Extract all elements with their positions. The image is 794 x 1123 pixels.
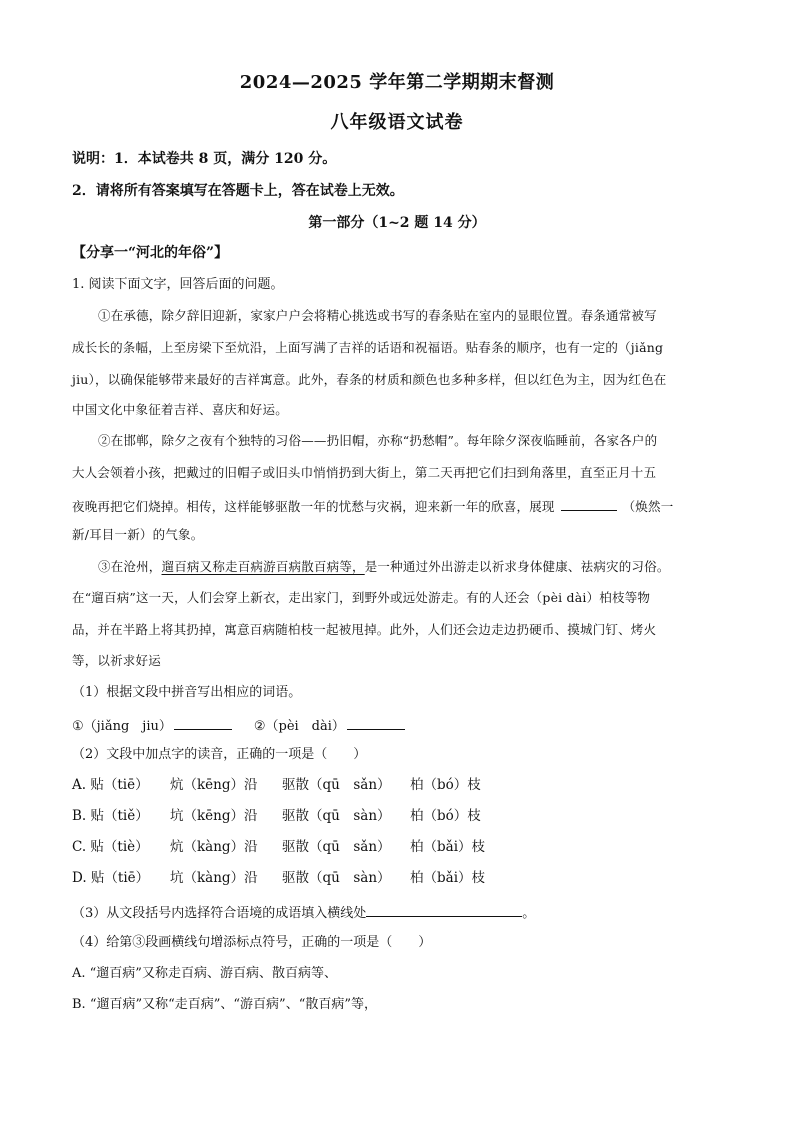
- option-b-col-3: 驱散（qū sàn）: [282, 808, 391, 824]
- para3-line-1-post: 是一种通过外出游走以祈求身体健康、祛病灾的习俗。: [364, 559, 670, 574]
- option-d-col-3: 驱散（qū sàn）: [282, 870, 391, 886]
- answer-blank-idiom: [561, 498, 617, 511]
- option-a-col-2: 炕（kēng）沿: [170, 777, 258, 793]
- sub3-question: [72, 904, 535, 920]
- para3-line-4: 等，以祈求好运: [72, 653, 161, 668]
- option-b-col-2: 坑（kēng）沿: [170, 808, 258, 824]
- para1-line-2: 成长长的条幅，上至房梁下至炕沿，上面写满了吉祥的话语和祝福语。贴春条的顺序，也有一定的（jiǎng: [72, 340, 664, 355]
- option-b-col-4: 柏（bó）枝: [410, 808, 481, 824]
- share-heading: 【分享一“河北的年俗”】: [72, 245, 229, 261]
- sub2-label: （2）文段中加点字的读音，正确的一项是（ ）: [72, 747, 367, 762]
- sub4-option-a: A. “遛百病”又称走百病、游百病、散百病等、: [72, 966, 337, 981]
- option-c-col-2: 炕（kàng）沿: [170, 839, 258, 855]
- instruction-line-1: 说明：1．本试卷共 8 页，满分 120 分。: [72, 151, 337, 167]
- sub3-answer-blank: [366, 904, 522, 917]
- para1-line-4: 中国文化中象征着吉祥、喜庆和好运。: [72, 402, 288, 417]
- sub1-blank-1: [174, 717, 232, 730]
- para2-line-2: 大人会领着小孩，把戴过的旧帽子或旧头巾悄悄扔到大街上，第二天再把它们扫到角落里，直至正月十五: [72, 465, 657, 480]
- exam-title: 2024—2025 学年第二学期期末督测: [239, 72, 555, 93]
- sub1-blank-2: [347, 717, 405, 730]
- para2-line-3-after: （焕然一: [622, 499, 674, 514]
- sub4-option-b: B. “遛百病”又称“走百病”、“游百病”、“散百病”等，: [72, 997, 377, 1012]
- para1-line-1: ①在承德，除夕辞旧迎新，家家户户会将精心挑选或书写的春条贴在室内的显眼位置。春条通常被写: [98, 308, 657, 323]
- option-d-col-2: 坑（kàng）沿: [170, 870, 258, 886]
- para2-line-1: ②在邯郸，除夕之夜有个独特的习俗——扔旧帽，亦称“扔愁帽”。每年除夕深夜临睡前，各家各户的: [98, 433, 658, 448]
- para3-line-1-pre: ③在沧州，: [98, 559, 162, 574]
- option-c-col-1: C. 贴（tiè）: [72, 839, 149, 855]
- sub1-item-1: ①（jiǎng jiu）: [72, 719, 172, 734]
- exam-subtitle: 八年级语文试卷: [330, 112, 464, 133]
- option-a-col-3: 驱散（qū sǎn）: [282, 777, 391, 793]
- para2-line-3-text: 夜晚再把它们烧掉。相传，这样能够驱散一年的忧愁与灾祸，迎来新一年的欣喜，展现: [72, 499, 555, 514]
- sub3-end: 。: [522, 906, 536, 921]
- option-c-col-3: 驱散（qū sǎn）: [282, 839, 391, 855]
- para2-line-3: [72, 498, 673, 514]
- option-d-col-1: D. 贴（tiē）: [72, 870, 150, 886]
- para3-line-3: 品，并在半路上将其扔掉，寓意百病随柏枝一起被甩掉。此外，人们还会边走边扔硬币、摸城门钉、烤火: [72, 622, 657, 637]
- option-a-col-1: A. 贴（tiē）: [72, 777, 149, 793]
- instruction-line-2: 2．请将所有答案填写在答题卡上，答在试卷上无效。: [72, 183, 404, 199]
- para2-line-4: 新/耳目一新）的气象。: [72, 527, 204, 542]
- option-c-col-4: 柏（bǎi）枝: [410, 839, 486, 855]
- sub4-label: （4）给第③段画横线句增添标点符号，正确的一项是（ ）: [72, 935, 432, 950]
- question-1-prompt: 1. 阅读下面文字，回答后面的问题。: [72, 277, 284, 292]
- para3-underlined-sentence: 遛百病又称走百病游百病散百病等，: [161, 559, 365, 574]
- option-d-col-4: 柏（bǎi）枝: [410, 870, 486, 886]
- option-a-col-4: 柏（bó）枝: [410, 777, 481, 793]
- para3-line-2: 在“遛百病”这一天，人们会穿上新衣，走出家门，到野外或远处游走。有的人还会（pèi dài）柏枝等物: [72, 590, 651, 605]
- sub1-label: （1）根据文段中拼音写出相应的词语。: [72, 685, 302, 700]
- sub1-items: [72, 717, 405, 733]
- sub1-item-2: ②（pèi dài）: [253, 719, 345, 734]
- para3-line-1: [98, 561, 670, 574]
- para1-line-3: jiu），以确保能够带来最好的吉祥寓意。此外，春条的材质和颜色也多种多样，但以红色为主，因为红色在: [72, 372, 667, 387]
- sub3-label: （3）从文段括号内选择符合语境的成语填入横线处: [72, 906, 367, 921]
- option-b-col-1: B. 贴（tiě）: [72, 808, 149, 824]
- part-heading: 第一部分（1~2 题 14 分）: [308, 215, 486, 231]
